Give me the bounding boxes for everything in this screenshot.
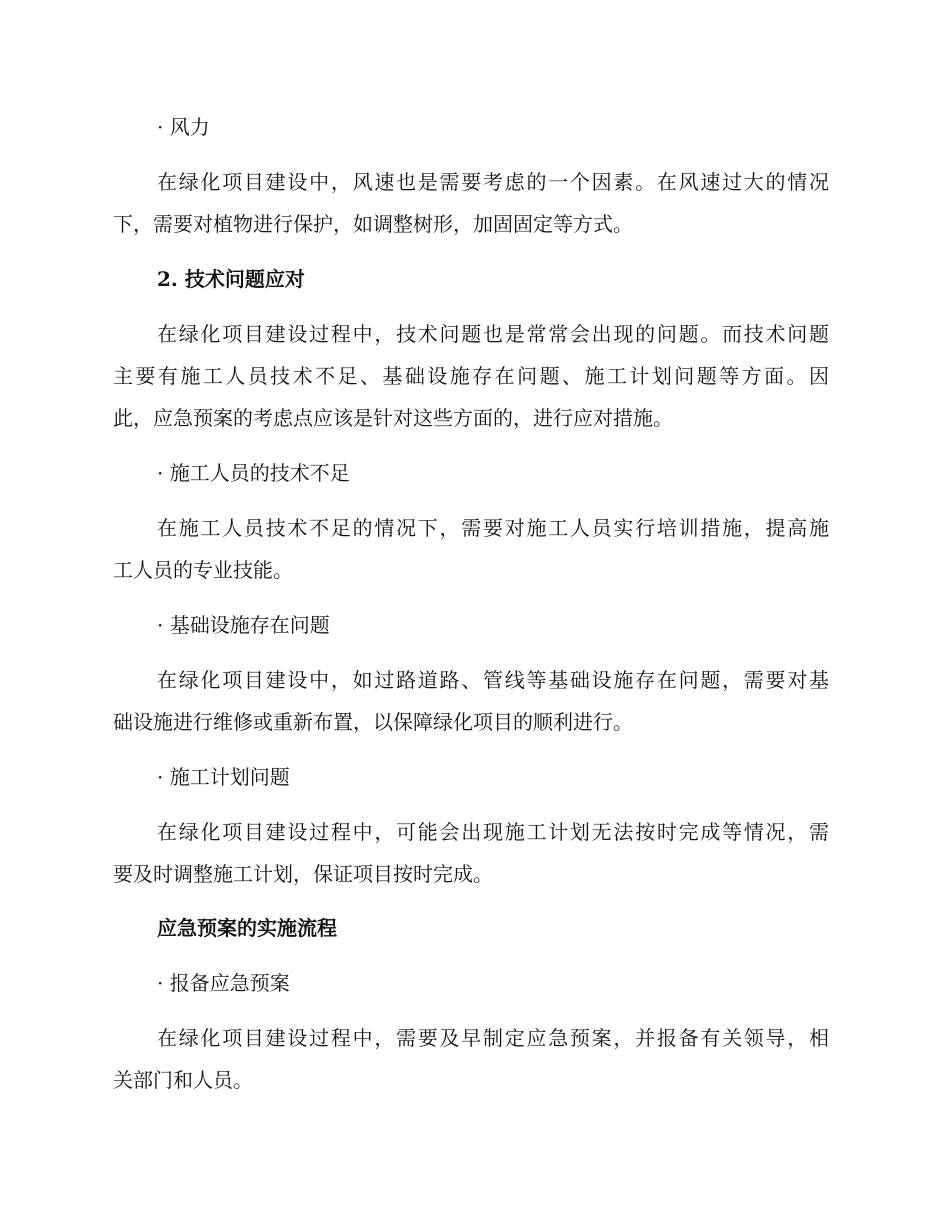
bullet-report-plan: · 报备应急预案 (157, 971, 290, 995)
bullet-infrastructure: · 基础设施存在问题 (157, 613, 330, 637)
bullet-construction-plan: · 施工计划问题 (157, 765, 290, 789)
paragraph-infrastructure-line-1: 在绿化项目建设中，如过路道路、管线等基础设施存在问题，需要对基 (157, 668, 829, 692)
paragraph-plan-line-2: 要及时调整施工计划，保证项目按时完成。 (113, 862, 493, 886)
paragraph-tech-line-2: 主要有施工人员技术不足、基础设施存在问题、施工计划问题等方面。因 (113, 364, 829, 388)
heading-technical-issues: 2. 技术问题应对 (157, 267, 305, 291)
paragraph-wind-line-2: 下，需要对植物进行保护，如调整树形，加固固定等方式。 (113, 212, 633, 236)
bullet-wind: · 风力 (157, 115, 210, 139)
paragraph-infrastructure-line-2: 础设施进行维修或重新布置，以保障绿化项目的顺利进行。 (113, 710, 633, 734)
paragraph-report-line-2: 关部门和人员。 (113, 1068, 253, 1092)
paragraph-wind-line-1: 在绿化项目建设中，风速也是需要考虑的一个因素。在风速过大的情况 (157, 170, 829, 194)
paragraph-tech-line-3: 此，应急预案的考虑点应该是针对这些方面的，进行应对措施。 (113, 406, 673, 430)
paragraph-staff-line-1: 在施工人员技术不足的情况下，需要对施工人员实行培训措施，提高施 (157, 516, 829, 540)
paragraph-plan-line-1: 在绿化项目建设过程中，可能会出现施工计划无法按时完成等情况，需 (157, 820, 829, 844)
paragraph-staff-line-2: 工人员的专业技能。 (113, 558, 293, 582)
bullet-staff-skill: · 施工人员的技术不足 (157, 461, 350, 485)
heading-emergency-process: 应急预案的实施流程 (157, 916, 337, 940)
paragraph-tech-line-1: 在绿化项目建设过程中，技术问题也是常常会出现的问题。而技术问题 (157, 322, 829, 346)
paragraph-report-line-1: 在绿化项目建设过程中，需要及早制定应急预案，并报备有关领导，相 (157, 1026, 829, 1050)
